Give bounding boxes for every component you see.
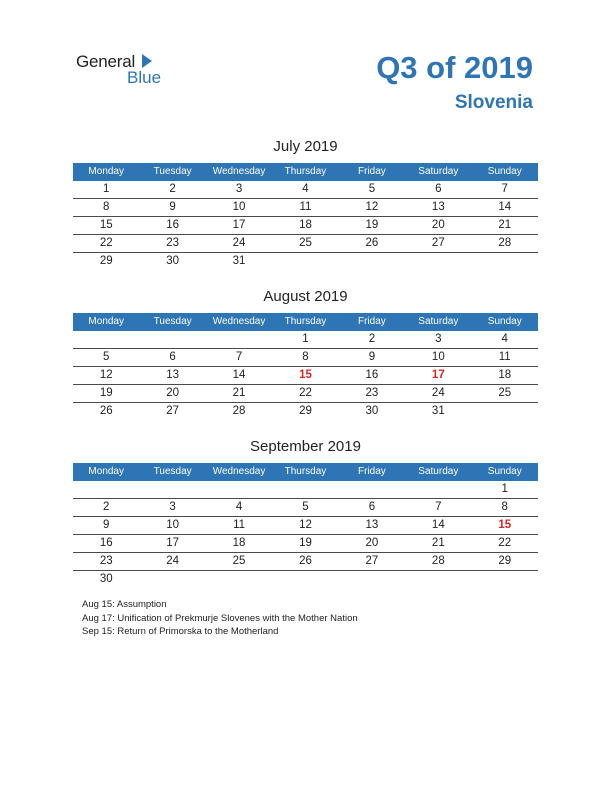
day-cell: 25 <box>498 387 512 399</box>
day-cell <box>405 571 471 588</box>
month-title: September 2019 <box>250 438 361 455</box>
day-cell: 19 <box>365 219 379 231</box>
weekday-label: Monday <box>88 166 124 177</box>
day-cell: 10 <box>232 201 246 213</box>
weekday-header <box>73 463 538 481</box>
logo-general-text: General <box>76 52 136 71</box>
day-cell <box>139 481 205 498</box>
week-row <box>73 535 538 553</box>
day-cell: 23 <box>365 387 379 399</box>
holiday-day-cell: 15 <box>299 369 312 381</box>
week-row <box>73 349 538 367</box>
day-cell <box>139 331 205 348</box>
week-row <box>73 253 538 270</box>
logo <box>76 52 186 92</box>
day-cell: 20 <box>365 537 379 549</box>
day-cell <box>206 481 272 498</box>
day-cell: 24 <box>232 237 246 249</box>
weekday-label: Wednesday <box>212 166 266 177</box>
day-cell: 31 <box>431 405 445 417</box>
day-cell: 4 <box>302 183 309 195</box>
day-cell: 11 <box>299 201 312 213</box>
day-cell: 29 <box>498 555 512 567</box>
logo-blue-text: Blue <box>127 68 162 87</box>
weekday-label: Saturday <box>418 166 459 177</box>
weekday-label: Tuesday <box>153 466 192 477</box>
day-cell <box>206 571 272 588</box>
weekday-label: Thursday <box>284 166 327 177</box>
weekday-label: Thursday <box>284 466 327 477</box>
weekday-label: Saturday <box>418 316 459 327</box>
day-cell: 26 <box>299 555 312 567</box>
day-cell: 2 <box>368 333 376 345</box>
day-cell: 5 <box>302 501 309 513</box>
day-cell: 9 <box>368 351 376 363</box>
month-calendar <box>73 137 538 270</box>
week-row <box>73 385 538 403</box>
weekday-label: Monday <box>88 316 124 327</box>
week-row <box>73 367 538 385</box>
day-cell: 18 <box>498 369 512 381</box>
day-cell: 21 <box>498 219 512 231</box>
day-cell: 27 <box>365 555 379 567</box>
day-cell: 22 <box>299 387 312 399</box>
day-cell: 12 <box>365 201 379 213</box>
day-cell: 3 <box>235 183 243 195</box>
day-cell: 8 <box>302 351 309 363</box>
day-cell: 21 <box>431 537 445 549</box>
weekday-label: Thursday <box>284 316 327 327</box>
day-cell: 19 <box>299 537 312 549</box>
weekday-label: Friday <box>358 316 386 327</box>
day-cell <box>272 253 338 270</box>
day-cell: 24 <box>166 555 180 567</box>
day-cell: 2 <box>169 183 176 195</box>
weekday-label: Tuesday <box>153 316 192 327</box>
weekday-header <box>73 313 538 331</box>
day-cell: 6 <box>368 501 376 513</box>
day-cell: 14 <box>431 519 445 531</box>
day-cell: 5 <box>103 351 110 363</box>
day-cell: 15 <box>99 219 113 231</box>
day-cell: 6 <box>435 183 442 195</box>
day-cell: 24 <box>431 387 445 399</box>
holiday-day-cell: 15 <box>498 519 512 531</box>
weekday-label: Sunday <box>487 166 522 177</box>
day-cell: 11 <box>233 519 246 531</box>
day-cell: 7 <box>235 351 243 363</box>
day-cell: 7 <box>435 501 442 513</box>
day-cell: 6 <box>169 351 176 363</box>
day-cell: 14 <box>498 201 512 213</box>
day-cell: 17 <box>166 537 180 549</box>
day-cell: 28 <box>498 237 512 249</box>
day-cell: 11 <box>498 351 511 363</box>
holiday-note: Aug 17: Unification of Prekmurje Slovenes with the Mother Nation <box>82 612 358 624</box>
holiday-note: Sep 15: Return of Primorska to the Motherland <box>82 626 279 637</box>
day-cell: 29 <box>99 255 113 267</box>
day-cell: 8 <box>103 201 110 213</box>
day-cell: 16 <box>365 369 379 381</box>
day-cell: 8 <box>501 501 508 513</box>
week-row <box>73 217 538 235</box>
page-title: Q3 of 2019 <box>376 50 533 85</box>
day-cell: 23 <box>99 555 113 567</box>
day-cell: 18 <box>232 537 246 549</box>
weekday-label: Wednesday <box>212 466 266 477</box>
day-cell: 13 <box>431 201 445 213</box>
day-cell <box>73 481 139 498</box>
country-name: Slovenia <box>454 92 533 113</box>
week-row <box>73 553 538 571</box>
day-cell: 25 <box>232 555 246 567</box>
week-row <box>73 481 538 499</box>
weekday-label: Saturday <box>418 466 459 477</box>
day-cell <box>206 331 272 348</box>
day-cell <box>139 571 205 588</box>
day-cell <box>339 571 405 588</box>
day-cell: 1 <box>302 333 309 345</box>
day-cell: 29 <box>299 405 312 417</box>
day-cell: 1 <box>103 183 110 195</box>
day-cell: 16 <box>99 537 113 549</box>
day-cell: 20 <box>431 219 445 231</box>
weekday-label: Friday <box>358 166 386 177</box>
week-row <box>73 235 538 253</box>
day-cell: 4 <box>235 501 243 513</box>
logo-flag-icon <box>142 54 152 68</box>
day-cell: 13 <box>365 519 379 531</box>
day-cell: 10 <box>166 519 180 531</box>
week-row <box>73 517 538 535</box>
day-cell: 14 <box>232 369 246 381</box>
day-cell <box>472 571 538 588</box>
week-row <box>73 571 538 588</box>
day-cell: 25 <box>299 237 312 249</box>
day-cell: 12 <box>99 369 113 381</box>
day-cell <box>405 481 471 498</box>
week-row <box>73 499 538 517</box>
day-cell: 1 <box>501 483 508 495</box>
day-cell <box>405 253 471 270</box>
day-cell: 9 <box>103 519 110 531</box>
day-cell: 22 <box>99 237 113 249</box>
day-cell <box>472 253 538 270</box>
holiday-day-cell: 17 <box>431 369 445 381</box>
day-cell <box>339 481 405 498</box>
day-cell: 30 <box>166 255 180 267</box>
week-row <box>73 403 538 420</box>
day-cell: 21 <box>232 387 246 399</box>
day-cell <box>73 331 139 348</box>
weekday-label: Sunday <box>487 466 522 477</box>
weekday-label: Sunday <box>487 316 522 327</box>
day-cell <box>272 481 338 498</box>
day-cell: 7 <box>501 183 508 195</box>
month-title: July 2019 <box>273 138 338 155</box>
day-cell: 27 <box>431 237 445 249</box>
day-cell: 13 <box>166 369 180 381</box>
day-cell: 10 <box>431 351 445 363</box>
day-cell: 30 <box>365 405 379 417</box>
day-cell: 18 <box>299 219 312 231</box>
weekday-label: Tuesday <box>153 166 192 177</box>
month-calendar <box>73 287 538 420</box>
day-cell: 23 <box>166 237 180 249</box>
day-cell: 20 <box>166 387 180 399</box>
day-cell: 12 <box>299 519 312 531</box>
day-cell: 22 <box>498 537 512 549</box>
day-cell: 4 <box>501 333 508 345</box>
month-title: August 2019 <box>263 288 348 305</box>
weekday-label: Monday <box>88 466 124 477</box>
day-cell: 17 <box>232 219 246 231</box>
day-cell: 28 <box>232 405 246 417</box>
day-cell <box>472 403 538 420</box>
week-row <box>73 181 538 199</box>
weekday-label: Wednesday <box>212 316 266 327</box>
day-cell: 26 <box>99 405 113 417</box>
day-cell: 3 <box>435 333 442 345</box>
day-cell <box>272 571 338 588</box>
day-cell: 27 <box>166 405 180 417</box>
weekday-label: Friday <box>358 466 386 477</box>
day-cell: 9 <box>169 201 176 213</box>
day-cell: 16 <box>166 219 180 231</box>
weekday-header <box>73 163 538 181</box>
week-row <box>73 199 538 217</box>
day-cell <box>339 253 405 270</box>
holiday-note: Aug 15: Assumption <box>82 599 167 610</box>
holiday-notes <box>82 598 358 639</box>
day-cell: 28 <box>431 555 445 567</box>
day-cell: 26 <box>365 237 379 249</box>
day-cell: 30 <box>99 573 113 585</box>
week-row <box>73 331 538 349</box>
day-cell: 5 <box>368 183 376 195</box>
month-calendar <box>73 437 538 588</box>
day-cell: 31 <box>232 255 246 267</box>
day-cell: 19 <box>99 387 113 399</box>
day-cell: 3 <box>169 501 176 513</box>
day-cell: 2 <box>103 501 110 513</box>
